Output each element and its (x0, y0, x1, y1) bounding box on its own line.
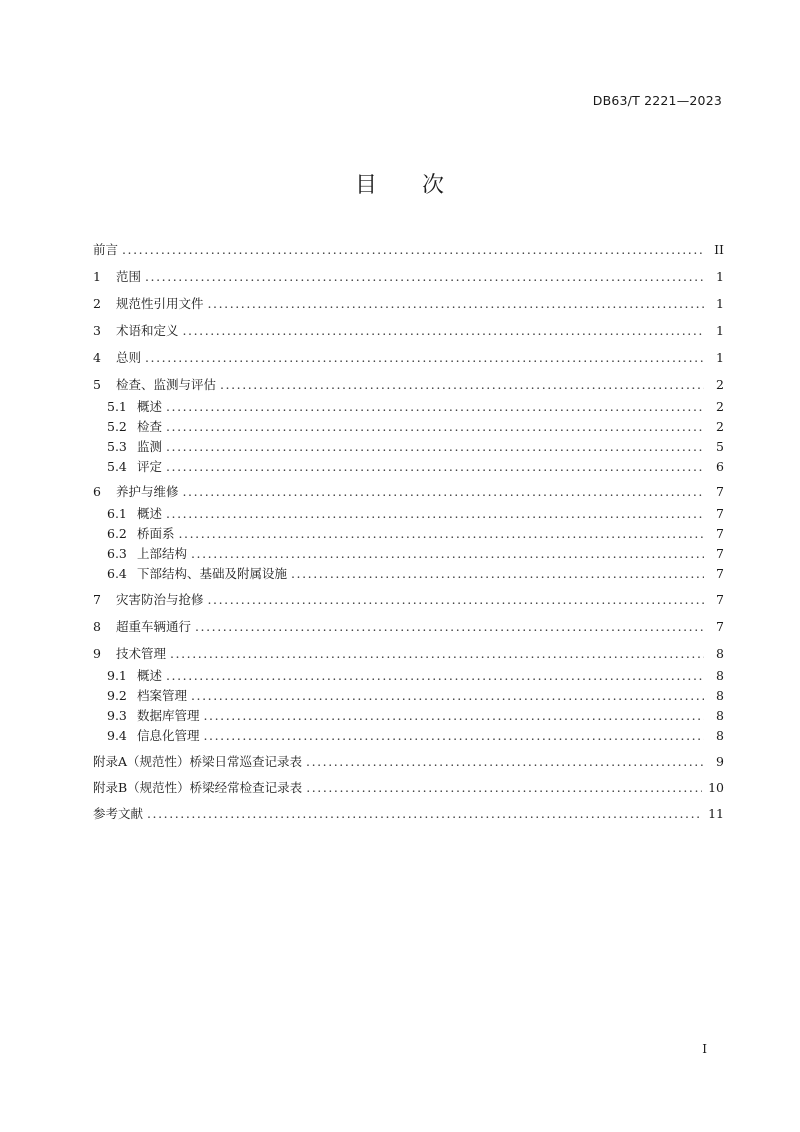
toc-entry[interactable] (107, 504, 724, 524)
toc-dot-leader (145, 348, 704, 368)
toc-entry-title: 术语和定义 (116, 323, 179, 338)
toc-entry[interactable] (107, 524, 724, 544)
toc-entry[interactable] (93, 644, 724, 664)
toc-entry[interactable] (107, 457, 724, 477)
toc-entry-title: 范围 (116, 269, 142, 284)
toc-entry-title: 检查 (137, 419, 163, 434)
toc-entry-number: 9.4 (107, 728, 127, 743)
toc-dot-leader (166, 397, 704, 417)
toc-entry-number: 1 (93, 269, 101, 284)
toc-dot-leader (145, 267, 704, 287)
toc-entry-page: 7 (716, 546, 724, 561)
toc-entry-title: 技术管理 (116, 646, 167, 661)
toc-entry-title: 养护与维修 (116, 484, 179, 499)
toc-entry-number: 5.4 (107, 459, 127, 474)
toc-entry-title: 总则 (116, 350, 142, 365)
toc-entry-page: 7 (716, 592, 724, 607)
toc-entry[interactable] (93, 778, 724, 798)
toc-entry-title: 附录A（规范性）桥梁日常巡查记录表 (93, 754, 303, 769)
toc-entry-number: 7 (93, 592, 101, 607)
toc-dot-leader (183, 321, 704, 341)
toc-entry-page: 10 (708, 780, 724, 795)
toc-entry-title: 概述 (137, 399, 163, 414)
toc-entry-number: 3 (93, 323, 101, 338)
toc-entry[interactable] (93, 482, 724, 502)
toc-dot-leader (183, 482, 704, 502)
toc-entry-number: 5.3 (107, 439, 127, 454)
toc-entry-page: 1 (716, 296, 724, 311)
toc-entry-page: 9 (716, 754, 724, 769)
toc-dot-leader (291, 564, 704, 584)
toc-entry-number: 6.4 (107, 566, 127, 581)
standard-code: DB63/T 2221—2023 (592, 93, 722, 108)
toc-dot-leader (204, 706, 704, 726)
toc-entry-number: 2 (93, 296, 101, 311)
toc-entry[interactable] (93, 590, 724, 610)
toc-entry[interactable] (93, 617, 724, 637)
toc-entry-title: 上部结构 (137, 546, 188, 561)
toc-entry[interactable] (93, 804, 724, 824)
toc-entry-page: 8 (716, 688, 724, 703)
toc-dot-leader (166, 666, 704, 686)
toc-entry-page: 8 (716, 728, 724, 743)
toc-dot-leader (306, 752, 704, 772)
toc-entry-page: 8 (716, 668, 724, 683)
toc-entry[interactable] (93, 321, 724, 341)
toc-entry[interactable] (107, 544, 724, 564)
toc-entry-title: 下部结构、基础及附属设施 (137, 566, 288, 581)
toc-entry-title: 数据库管理 (137, 708, 200, 723)
toc-entry-page: 5 (716, 439, 724, 454)
toc-entry-title: 灾害防治与抢修 (116, 592, 204, 607)
toc-entry-title: 档案管理 (137, 688, 188, 703)
toc-entry[interactable] (107, 666, 724, 686)
toc-entry-title: 检查、监测与评估 (116, 377, 217, 392)
toc-entry[interactable] (107, 564, 724, 584)
toc-entry-page: 7 (716, 526, 724, 541)
toc-entry-title: 概述 (137, 506, 163, 521)
toc-dot-leader (195, 617, 704, 637)
toc-entry-title: 规范性引用文件 (116, 296, 204, 311)
toc-entry-title: 前言 (93, 242, 119, 257)
toc-entry[interactable] (93, 752, 724, 772)
toc-entry-page: 1 (716, 350, 724, 365)
toc-entry-number: 9.2 (107, 688, 127, 703)
toc-dot-leader (179, 524, 704, 544)
toc-entry-title: 监测 (137, 439, 163, 454)
toc-entry-title: 附录B（规范性）桥梁经常检查记录表 (93, 780, 303, 795)
toc-entry[interactable] (107, 686, 724, 706)
toc-dot-leader (166, 504, 704, 524)
toc-entry-title: 桥面系 (137, 526, 175, 541)
toc-title (0, 168, 800, 199)
toc-entry-page: 8 (716, 646, 724, 661)
toc-entry-number: 6.2 (107, 526, 127, 541)
toc-dot-leader (208, 294, 704, 314)
toc-dot-leader (191, 544, 704, 564)
toc-dot-leader (170, 644, 704, 664)
toc-entry-number: 6.1 (107, 506, 127, 521)
toc-entry[interactable] (93, 240, 724, 260)
toc-dot-leader (306, 778, 702, 798)
toc-dot-leader (204, 726, 704, 746)
toc-entry-page: 2 (716, 419, 724, 434)
toc-entry-number: 6.3 (107, 546, 127, 561)
toc-entry-page: 7 (716, 484, 724, 499)
toc-dot-leader (166, 417, 704, 437)
toc-entry-number: 9.1 (107, 668, 127, 683)
toc-dot-leader (166, 457, 704, 477)
toc-title-char-2: 次 (422, 173, 446, 198)
toc-entry-page: 2 (716, 399, 724, 414)
toc-entry[interactable] (93, 348, 724, 368)
toc-entry-number: 4 (93, 350, 101, 365)
toc-dot-leader (122, 240, 704, 260)
toc-dot-leader (166, 437, 704, 457)
toc-entry-number: 5 (93, 377, 101, 392)
toc-entry-page: 11 (708, 806, 724, 821)
toc-entry-title: 信息化管理 (137, 728, 200, 743)
toc-entry-page: 8 (716, 708, 724, 723)
toc-entry-page: 1 (716, 269, 724, 284)
toc-entry[interactable] (107, 437, 724, 457)
toc-entry-number: 5.2 (107, 419, 127, 434)
toc-entry-title: 评定 (137, 459, 163, 474)
toc-dot-leader (220, 375, 704, 395)
toc-dot-leader (147, 804, 702, 824)
toc-entry[interactable] (107, 706, 724, 726)
toc-entry-page: 2 (716, 377, 724, 392)
toc-entry-page: 7 (716, 506, 724, 521)
toc-entry-number: 8 (93, 619, 101, 634)
toc-entry[interactable] (107, 417, 724, 437)
toc-entry[interactable] (107, 397, 724, 417)
toc-entry[interactable] (107, 726, 724, 746)
toc-entry-page: 1 (716, 323, 724, 338)
toc-entry-number: 9 (93, 646, 101, 661)
toc-entry-page: 7 (716, 619, 724, 634)
toc-entry-number: 9.3 (107, 708, 127, 723)
toc-entry[interactable] (93, 267, 724, 287)
toc-entry-number: 6 (93, 484, 101, 499)
toc-entry-page: II (714, 242, 724, 257)
toc-entry-page: 7 (716, 566, 724, 581)
toc-entry-title: 概述 (137, 668, 163, 683)
toc-entry-title: 超重车辆通行 (116, 619, 192, 634)
toc-entry-title: 参考文献 (93, 806, 144, 821)
toc-dot-leader (208, 590, 704, 610)
toc-entry[interactable] (93, 294, 724, 314)
footer-page-number: I (702, 1042, 707, 1056)
toc-entry[interactable] (93, 375, 724, 395)
toc-entry-page: 6 (716, 459, 724, 474)
toc-dot-leader (191, 686, 704, 706)
toc-title-char-1: 目 (354, 173, 378, 198)
toc-entry-number: 5.1 (107, 399, 127, 414)
